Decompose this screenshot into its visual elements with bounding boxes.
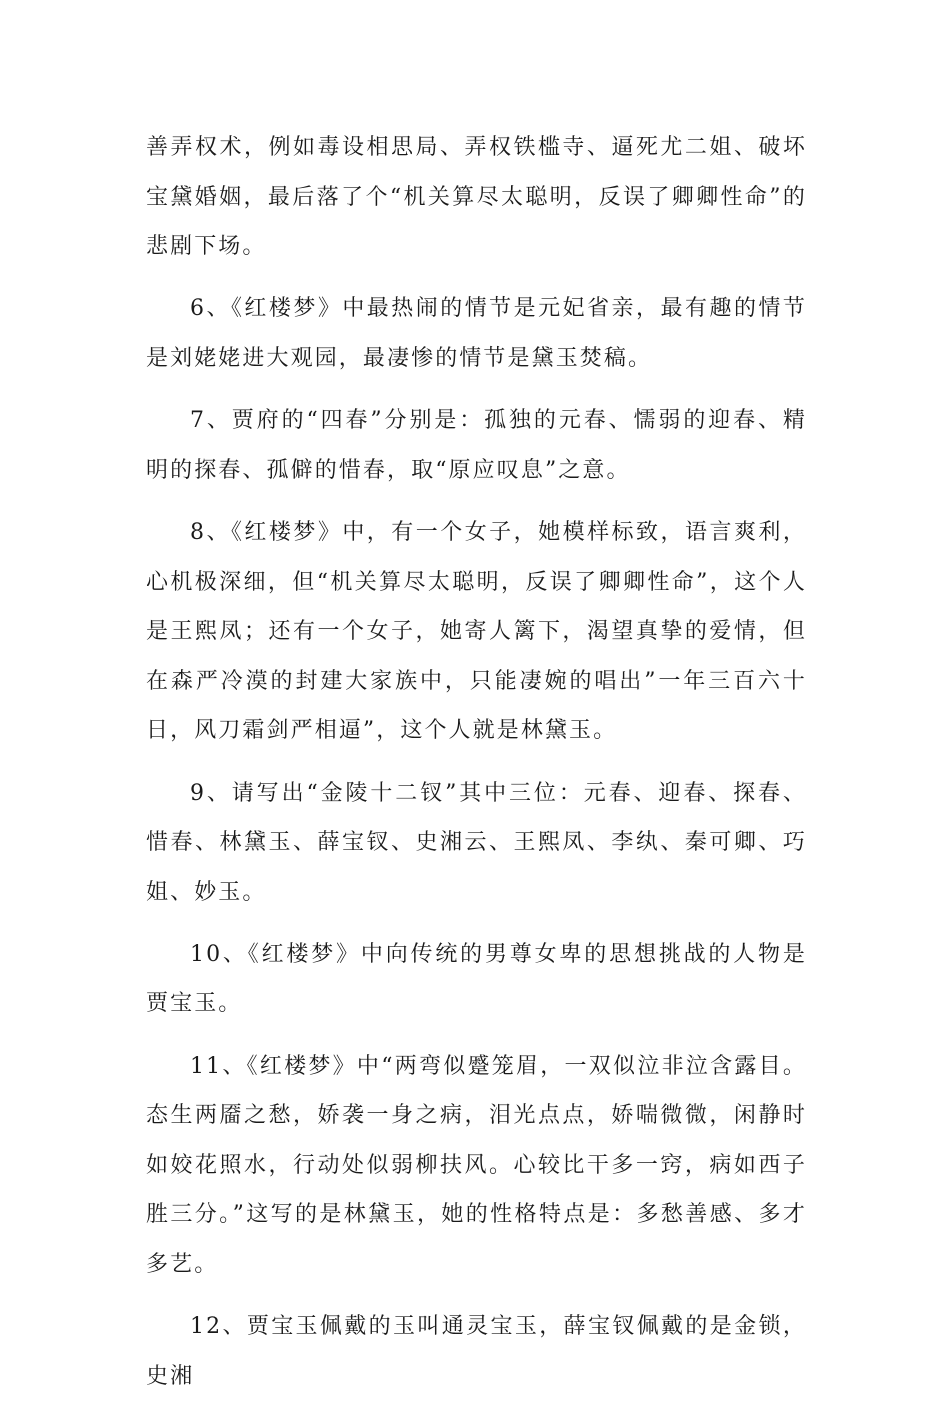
paragraph-item-7: 7、贾府的“四春”分别是：孤独的元春、懦弱的迎春、精明的探春、孤僻的惜春，取“原应叹息”之意。 xyxy=(146,408,807,483)
paragraph-item-10: 10、《红楼梦》中向传统的男尊女卑的思想挑战的人物是贾宝玉。 xyxy=(146,941,807,1017)
paragraph-item-11: 11、《红楼梦》中“两弯似蹙笼眉，一双似泣非泣含露目。态生两靥之愁，娇袭一身之病，泪光点点，娇喘微微，闲静时如姣花照水，行动处似弱柳扶风。心较比干多一窍，病如西子胜三分。”这写的是林黛玉，她的性格特点是：多愁善感、多才多艺。 xyxy=(146,1053,807,1278)
paragraph-item-6: 6、《红楼梦》中最热闹的情节是元妃省亲，最有趣的情节是刘姥姥进大观园，最凄惨的情节是黛玉焚稿。 xyxy=(146,296,807,371)
paragraph-item-9: 9、请写出“金陵十二钗”其中三位：元春、迎春、探春、惜春、林黛玉、薛宝钗、史湘云、王熙凤、李纨、秦可卿、巧姐、妙玉。 xyxy=(146,780,807,905)
paragraph-item-8: 8、《红楼梦》中，有一个女子，她模样标致，语言爽利，心机极深细，但“机关算尽太聪明，反误了卿卿性命”，这个人是王熙凤；还有一个女子，她寄人篱下，渴望真挚的爱情，但在森严冷漠的封建大家族中，只能凄婉的唱出”一年三百六十日，风刀霜剑严相逼”，这个人就是林黛玉。 xyxy=(146,519,807,744)
paragraph-continuation: 善弄权术，例如毒设相思局、弄权铁槛寺、逼死尤二姐、破坏宝黛婚姻，最后落了个“机关算尽太聪明，反误了卿卿性命”的悲剧下场。 xyxy=(146,135,807,260)
paragraph-item-12: 12、贾宝玉佩戴的玉叫通灵宝玉，薛宝钗佩戴的是金锁，史湘 xyxy=(146,1314,807,1389)
document-body xyxy=(146,123,807,1414)
